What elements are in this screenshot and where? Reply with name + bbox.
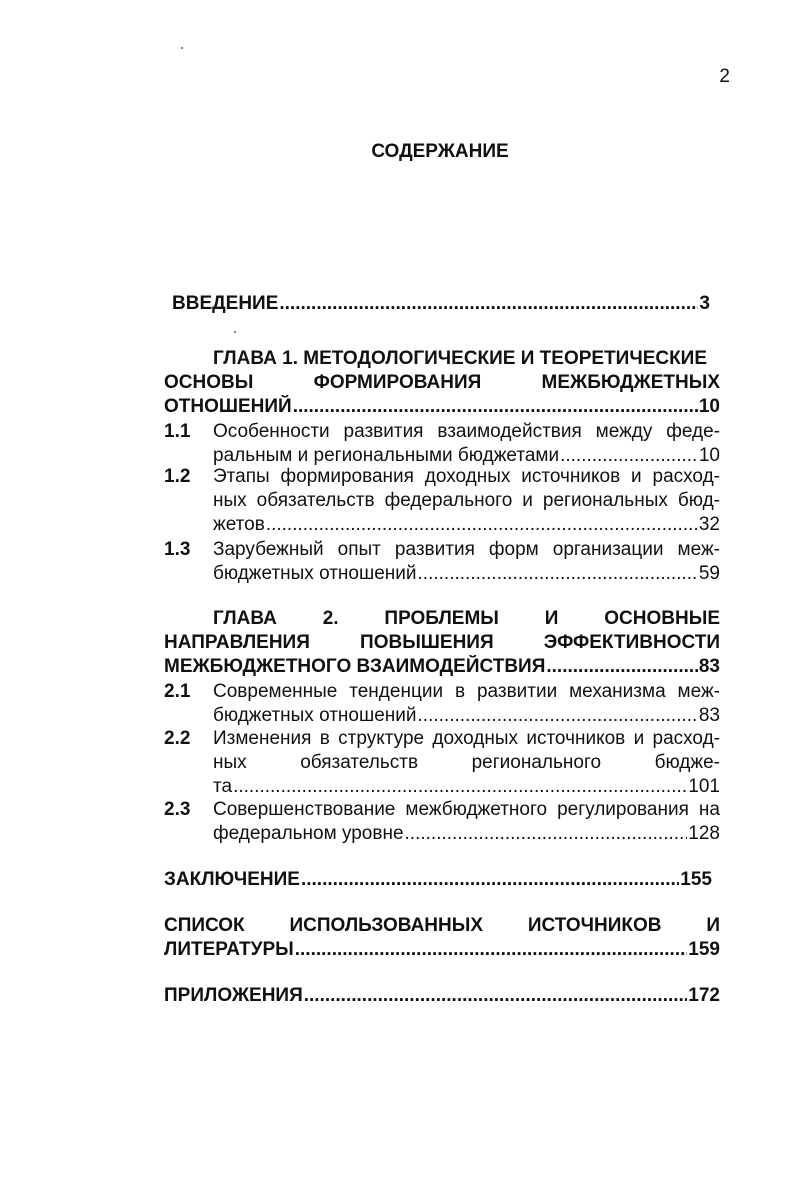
toc-references-label: ЛИТЕРАТУРЫ (164, 939, 294, 960)
toc-section-2-2-line1[interactable]: Изменения в структуре доходных источников и расход- (213, 728, 720, 749)
toc-section-2-1-line1[interactable]: Современные тенденции в развитии механизма меж- (213, 681, 720, 702)
toc-chapter1-label: ОТНОШЕНИЙ (164, 396, 292, 417)
toc-chapter2-page: 83 (698, 656, 720, 677)
toc-intro-page: 3 (699, 293, 710, 314)
toc-chapter1-line1[interactable]: ГЛАВА 1. МЕТОДОЛОГИЧЕСКИЕ И ТЕОРЕТИЧЕСКИЕ (213, 348, 708, 369)
toc-section-2-2-line3[interactable] (213, 775, 720, 799)
toc-section-1-2-line3[interactable] (213, 513, 720, 537)
toc-section-number: 1.1 (164, 421, 191, 442)
toc-section-2-2-page: 101 (688, 776, 720, 797)
toc-leader-dots (266, 513, 698, 537)
toc-leader-dots (418, 562, 698, 586)
toc-section-1-1-page: 10 (698, 445, 720, 466)
toc-leader-dots (546, 655, 697, 679)
toc-section-2-3-line1[interactable]: Совершенствование межбюджетного регулирования на (213, 799, 720, 820)
toc-chapter1-line2[interactable]: ОСНОВЫ ФОРМИРОВАНИЯ МЕЖБЮДЖЕТНЫХ (164, 372, 720, 393)
toc-section-2-2-text: та (213, 776, 233, 797)
toc-section-1-1-line1[interactable]: Особенности развития взаимодействия между феде- (213, 421, 720, 442)
toc-leader-dots (405, 822, 688, 846)
toc-chapter1-line3[interactable] (164, 395, 720, 419)
toc-section-number: 1.3 (164, 539, 191, 560)
toc-section-1-2-page: 32 (698, 514, 720, 535)
toc-section-2-3-line2[interactable] (213, 822, 720, 846)
toc-section-1-1-text: ральным и региональными бюджетами (213, 445, 560, 466)
toc-section-number: 2.3 (164, 799, 191, 820)
toc-section-1-3-line1[interactable]: Зарубежный опыт развития форм организации меж- (213, 539, 720, 560)
toc-conclusion-label: ЗАКЛЮЧЕНИЕ (164, 869, 300, 890)
toc-leader-dots (293, 395, 698, 419)
toc-leader-dots (304, 984, 688, 1008)
toc-section-2-1-text: бюджетных отношений (213, 705, 417, 726)
toc-section-2-1-line2[interactable] (213, 704, 720, 728)
toc-leader-dots (233, 775, 687, 799)
toc-chapter2-line2[interactable]: НАПРАВЛЕНИЯ ПОВЫШЕНИЯ ЭФФЕКТИВНОСТИ (164, 632, 720, 653)
toc-section-2-3-page: 128 (688, 823, 720, 844)
toc-section-1-2-line2[interactable]: ных обязательств федерального и региональных бюд- (213, 490, 720, 511)
page-number: 2 (719, 66, 730, 87)
toc-section-2-3-text: федеральном уровне (213, 823, 404, 844)
toc-leader-dots (295, 938, 688, 962)
toc-references-page: 159 (688, 939, 720, 960)
toc-appendices-page: 172 (688, 985, 720, 1006)
toc-chapter2-label: МЕЖБЮДЖЕТНОГО ВЗАИМОДЕЙСТВИЯ (164, 656, 546, 677)
toc-appendices-label: ПРИЛОЖЕНИЯ (164, 985, 303, 1006)
toc-section-1-3-text: бюджетных отношений (213, 563, 417, 584)
page-title: СОДЕРЖАНИЕ (371, 141, 509, 162)
toc-section-2-2-line2[interactable]: ных обязательств регионального бюдже- (213, 752, 720, 773)
toc-references-line2[interactable] (164, 938, 720, 962)
toc-section-1-3-line2[interactable] (213, 562, 720, 586)
toc-chapter2-line1[interactable]: ГЛАВА 2. ПРОБЛЕМЫ И ОСНОВНЫЕ (213, 608, 720, 629)
toc-section-1-2-line1[interactable]: Этапы формирования доходных источников и расход- (213, 466, 720, 487)
toc-intro-label: ВВЕДЕНИЕ (172, 293, 279, 314)
toc-section-1-3-page: 59 (698, 563, 720, 584)
toc-leader-dots (279, 292, 698, 316)
toc-appendices[interactable] (164, 984, 720, 1008)
toc-references-line1[interactable]: СПИСОК ИСПОЛЬЗОВАННЫХ ИСТОЧНИКОВ И (164, 915, 720, 936)
scan-speck (234, 331, 236, 333)
toc-chapter1-page: 10 (698, 396, 720, 417)
toc-section-number: 2.2 (164, 728, 191, 749)
toc-section-1-2-text: жетов (213, 514, 265, 535)
toc-section-number: 1.2 (164, 466, 191, 487)
toc-intro[interactable] (172, 292, 710, 316)
toc-section-number: 2.1 (164, 681, 191, 702)
toc-chapter2-line3[interactable] (164, 655, 720, 679)
toc-conclusion[interactable] (164, 868, 712, 892)
toc-section-2-1-page: 83 (698, 705, 720, 726)
toc-leader-dots (301, 868, 679, 892)
scan-speck (181, 47, 183, 49)
toc-leader-dots (418, 704, 698, 728)
toc-conclusion-page: 155 (680, 869, 712, 890)
